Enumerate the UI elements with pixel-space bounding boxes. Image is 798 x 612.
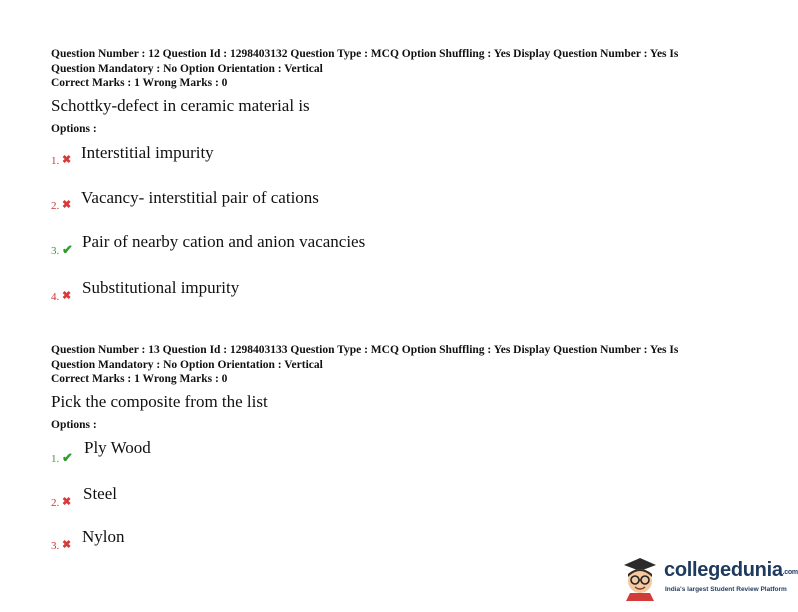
- option-text: Steel: [83, 484, 117, 503]
- option-number: 3.: [51, 245, 60, 257]
- logo-name: collegedunia: [664, 559, 783, 581]
- option-number: 2.: [51, 497, 60, 509]
- question-meta-line-1: Question Number : 13 Question Id : 1298403133 Question Type : MCQ Option Shuffling : Yes Display Question Number : Yes Is: [51, 344, 679, 356]
- option-1: [51, 438, 651, 468]
- cross-icon: ✖: [62, 539, 72, 551]
- logo-tagline: India's largest Student Review Platform: [665, 586, 787, 593]
- question-meta-line-2: Question Mandatory : No Option Orientation : Vertical: [51, 62, 323, 75]
- question-meta-line-1: Question Number : 12 Question Id : 1298403132 Question Type : MCQ Option Shuffling : Yes Display Question Number : Yes Is: [51, 48, 679, 60]
- option-4: [51, 278, 651, 308]
- logo-wordmark: [664, 559, 798, 582]
- question-13: [51, 343, 741, 552]
- mascot-icon: [620, 555, 660, 601]
- option-3: [51, 527, 651, 557]
- cross-icon: ✖: [62, 199, 72, 211]
- option-text: Nylon: [82, 527, 125, 546]
- option-number: 4.: [51, 291, 60, 303]
- option-text: Ply Wood: [84, 438, 151, 457]
- option-2: [51, 484, 651, 514]
- question-meta: [51, 47, 741, 91]
- question-meta: [51, 343, 741, 387]
- logo-suffix: .com: [782, 569, 798, 576]
- option-text: Interstitial impurity: [81, 143, 214, 162]
- check-icon: ✔: [62, 450, 73, 465]
- option-1: [51, 143, 651, 173]
- question-marks: Correct Marks : 1 Wrong Marks : 0: [51, 77, 228, 89]
- question-meta-line-2: Question Mandatory : No Option Orientation : Vertical: [51, 358, 323, 371]
- question-12: [51, 47, 741, 303]
- collegedunia-logo: [620, 555, 798, 605]
- question-text: Pick the composite from the list: [51, 391, 268, 411]
- question-text: Schottky-defect in ceramic material is: [51, 95, 310, 115]
- options-label: Options :: [51, 418, 97, 431]
- option-number: 1.: [51, 453, 60, 465]
- option-text: Vacancy- interstitial pair of cations: [81, 188, 319, 207]
- option-text: Pair of nearby cation and anion vacancies: [82, 232, 366, 251]
- cross-icon: ✖: [62, 154, 72, 166]
- option-text: Substitutional impurity: [82, 278, 240, 297]
- cross-icon: ✖: [62, 496, 72, 508]
- cross-icon: ✖: [62, 290, 72, 302]
- options-label: Options :: [51, 122, 97, 135]
- option-3: [51, 232, 651, 262]
- question-marks: Correct Marks : 1 Wrong Marks : 0: [51, 373, 228, 385]
- check-icon: ✔: [62, 242, 73, 257]
- option-number: 3.: [51, 540, 60, 552]
- option-2: [51, 187, 651, 217]
- option-number: 1.: [51, 155, 60, 167]
- option-number: 2.: [51, 200, 60, 212]
